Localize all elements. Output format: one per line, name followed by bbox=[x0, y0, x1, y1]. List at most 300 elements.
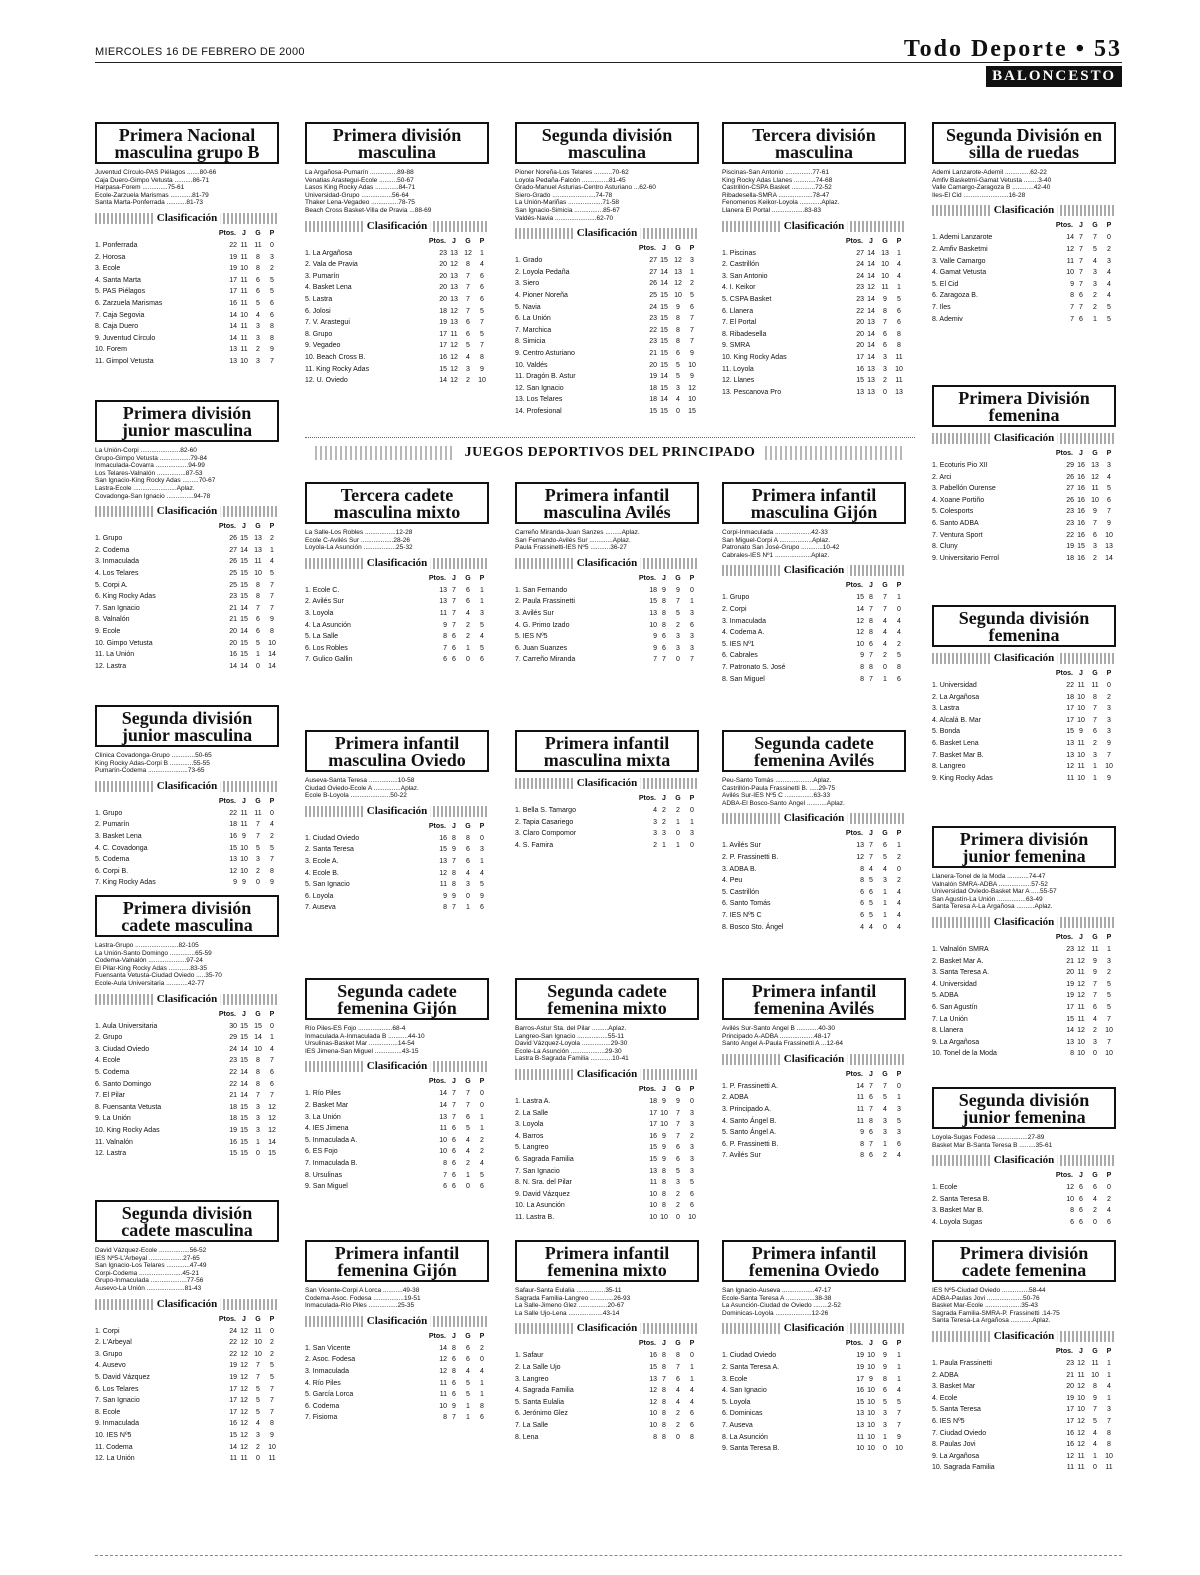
column-header: G bbox=[1092, 670, 1098, 677]
standings-panel-p5 bbox=[932, 122, 1116, 325]
stat-cell: 15 bbox=[660, 303, 668, 311]
result-line: Amfiv Basketmi-Gamat Vetusta ........3-40 bbox=[932, 176, 1052, 184]
stat-cell: 22 bbox=[229, 1339, 237, 1347]
stat-cell: 4 bbox=[897, 629, 901, 637]
column-header: J bbox=[662, 1085, 666, 1093]
stat-cell: 24 bbox=[229, 1045, 237, 1053]
standings-panel-p16 bbox=[305, 978, 489, 1193]
result-line: San Agustín-La Unión ................63-49 bbox=[932, 895, 1043, 903]
classification-header bbox=[932, 653, 1116, 664]
table-row bbox=[722, 887, 906, 899]
stat-cell: 8 bbox=[662, 1398, 666, 1406]
result-line: Pioner Noreña-Los Telares ..........70-62 bbox=[515, 169, 629, 176]
team-name: 6. Los Robles bbox=[305, 644, 348, 652]
table-row bbox=[932, 738, 1116, 750]
stat-cell: 5 bbox=[1107, 980, 1111, 988]
table-row bbox=[95, 252, 279, 264]
panel-title: Tercera división masculina bbox=[722, 122, 906, 164]
stat-cell: 13 bbox=[1066, 739, 1074, 747]
team-name: 6. San Agustín bbox=[932, 1003, 978, 1011]
stat-cell: 15 bbox=[268, 1150, 276, 1158]
result-line: Grupo-Gimpo Vetusta .................79-84 bbox=[95, 454, 207, 462]
stat-cell: 8 bbox=[256, 265, 260, 273]
stat-cell: 5 bbox=[883, 1398, 887, 1406]
standings-panel-p20 bbox=[515, 1240, 699, 1443]
stat-cell: 20 bbox=[229, 639, 237, 647]
stat-cell: 8 bbox=[256, 1080, 260, 1088]
stat-cell: 7 bbox=[1107, 1417, 1111, 1425]
team-name: 3. Inmaculada bbox=[305, 1367, 349, 1375]
stat-cell: 1 bbox=[466, 1402, 470, 1410]
stat-cell: 16 bbox=[856, 1387, 864, 1395]
team-name: 3. Basket Mar bbox=[932, 1383, 976, 1391]
column-header bbox=[722, 828, 845, 840]
result-line: Clinica Covadonga-Grupo .............50-65 bbox=[95, 752, 212, 759]
stat-cell: 11 bbox=[1091, 485, 1099, 493]
classification-label: Clasificación bbox=[781, 812, 848, 824]
standings-panel-p24 bbox=[932, 826, 1116, 1060]
stat-cell: 0 bbox=[256, 1150, 260, 1158]
stat-cell: 16 bbox=[649, 1132, 657, 1140]
stat-cell: 7 bbox=[466, 307, 470, 315]
team-name: 2. Santa Teresa bbox=[305, 846, 354, 854]
table-row bbox=[305, 1181, 489, 1193]
stat-cell: 11 bbox=[240, 299, 248, 307]
stat-cell: 18 bbox=[229, 1103, 237, 1111]
stat-cell: 7 bbox=[452, 904, 456, 912]
stat-cell: 12 bbox=[1091, 473, 1099, 481]
stat-cell: 8 bbox=[676, 338, 680, 346]
stat-cell: 17 bbox=[229, 276, 237, 284]
classification-label: Clasificación bbox=[574, 1068, 641, 1080]
table-row bbox=[722, 1397, 906, 1409]
stat-cell: 14 bbox=[660, 280, 668, 288]
table-row bbox=[305, 596, 489, 608]
standings-panel-p14 bbox=[515, 730, 699, 851]
result-line: Valle Camargo-Zaragoza B ............42-40 bbox=[932, 184, 1051, 192]
stat-cell: 15 bbox=[240, 1115, 248, 1123]
stat-cell: 6 bbox=[897, 307, 901, 315]
team-name: 7. Fisioma bbox=[305, 1414, 338, 1422]
stat-cell: 25 bbox=[649, 291, 657, 299]
stat-cell: 12 bbox=[1077, 1429, 1085, 1437]
stat-cell: 5 bbox=[480, 644, 484, 652]
stat-cell: 15 bbox=[240, 1126, 248, 1134]
team-name: 7. Inmaculada B. bbox=[305, 1159, 358, 1167]
stat-cell: 23 bbox=[1066, 519, 1074, 527]
result-line: Caja Duero-Gimpo Vetusta ..........86-71 bbox=[95, 176, 210, 184]
stat-cell: 26 bbox=[229, 535, 237, 543]
stat-cell: 9 bbox=[690, 349, 694, 357]
stat-cell: 14 bbox=[660, 268, 668, 276]
team-name: 3. Basket Mar B. bbox=[932, 1207, 984, 1215]
stat-cell: 0 bbox=[690, 841, 694, 849]
stat-cell: 15 bbox=[660, 338, 668, 346]
stat-cell: 5 bbox=[256, 1408, 260, 1416]
stat-cell: 22 bbox=[229, 1080, 237, 1088]
table-row bbox=[95, 819, 279, 831]
team-name: 2. Tapia Casariego bbox=[515, 818, 574, 826]
column-header: P bbox=[269, 797, 275, 805]
stat-cell: 15 bbox=[649, 1144, 657, 1152]
team-name: 1. Ciudad Oviedo bbox=[305, 834, 360, 842]
result-line: Dominicas-Loyola ....................12-26 bbox=[722, 1309, 829, 1317]
stat-cell: 7 bbox=[1079, 280, 1083, 288]
classification-label: Clasificación bbox=[364, 1060, 431, 1072]
standings-table bbox=[932, 668, 1116, 784]
stat-cell: 15 bbox=[240, 1034, 248, 1042]
team-name: 8. Ademiv bbox=[932, 315, 963, 323]
stat-cell: 8 bbox=[883, 307, 887, 315]
stat-cell: 4 bbox=[883, 629, 887, 637]
table-row bbox=[305, 902, 489, 914]
table-row bbox=[515, 1108, 699, 1120]
result-line: San Vicente-Corpi A Lorca ...........49-38 bbox=[305, 1287, 420, 1294]
stat-cell: 21 bbox=[1066, 957, 1074, 965]
stat-cell: 6 bbox=[466, 846, 470, 854]
stat-cell: 8 bbox=[1070, 292, 1074, 300]
column-header: G bbox=[882, 237, 888, 245]
column-header: Ptos. bbox=[428, 237, 446, 245]
stat-cell: 7 bbox=[869, 1140, 873, 1148]
stat-cell: 12 bbox=[674, 257, 682, 265]
stat-cell: 1 bbox=[466, 904, 470, 912]
result-line: Avilés Sur-IES Nº5 C ................63-33 bbox=[722, 792, 831, 800]
stat-cell: 7 bbox=[1107, 751, 1111, 759]
stat-cell: 15 bbox=[240, 581, 248, 589]
table-row bbox=[95, 580, 279, 592]
result-line: Universidad-Grupo .................56-64 bbox=[305, 191, 409, 199]
stat-cell: 18 bbox=[649, 1097, 657, 1105]
column-header: J bbox=[1079, 222, 1083, 230]
column-header: Ptos. bbox=[845, 237, 863, 245]
column-header: P bbox=[1106, 222, 1112, 230]
stat-cell: 10 bbox=[856, 1445, 864, 1453]
table-row bbox=[95, 1079, 279, 1091]
stat-cell: 4 bbox=[1093, 1015, 1097, 1023]
team-name: 9. Inmaculada bbox=[95, 1420, 139, 1428]
result-line: San Ignacio-Los Telares .............47-49 bbox=[95, 1262, 207, 1270]
team-name: 4. Santo Ángel B. bbox=[722, 1117, 777, 1125]
stat-cell: 5 bbox=[869, 911, 873, 919]
standings-panel-p23 bbox=[932, 605, 1116, 784]
team-name: 3. Ecole bbox=[95, 265, 121, 273]
table-row bbox=[515, 1408, 699, 1420]
stat-cell: 14 bbox=[439, 1344, 447, 1352]
standings-table bbox=[515, 793, 699, 851]
stat-cell: 13 bbox=[450, 249, 458, 257]
stat-cell: 10 bbox=[660, 1121, 668, 1129]
stat-cell: 12 bbox=[268, 1126, 276, 1134]
table-row bbox=[722, 1350, 906, 1362]
stat-cell: 14 bbox=[1066, 234, 1074, 242]
stat-cell: 8 bbox=[869, 617, 873, 625]
stat-cell: 10 bbox=[1077, 1394, 1085, 1402]
team-name: 10. Sagrada Familia bbox=[932, 1464, 995, 1472]
team-name: 2. Loyola Pedaña bbox=[515, 268, 570, 276]
team-name: 1. Valnalón SMRA bbox=[932, 945, 989, 953]
stat-cell: 8 bbox=[653, 1433, 657, 1441]
stat-cell: 1 bbox=[480, 598, 484, 606]
column-header bbox=[932, 448, 1055, 460]
stat-cell: 0 bbox=[270, 1022, 274, 1030]
stat-cell: 5 bbox=[676, 373, 680, 381]
stat-cell: 11 bbox=[439, 881, 447, 889]
stat-cell: 6 bbox=[869, 1152, 873, 1160]
result-line: La Argañosa-Pumarín ...............89-88 bbox=[305, 169, 414, 176]
stat-cell: 12 bbox=[439, 869, 447, 877]
stat-cell: 12 bbox=[1077, 1417, 1085, 1425]
team-name: 1. Ponferrada bbox=[95, 241, 138, 249]
stat-cell: 6 bbox=[1079, 1195, 1083, 1203]
stat-cell: 2 bbox=[480, 1136, 484, 1144]
stat-cell: 7 bbox=[897, 1421, 901, 1429]
team-name: 3. Pumarín bbox=[305, 272, 340, 280]
result-line: La Unión-Corpi ......................82-60 bbox=[95, 447, 197, 454]
stat-cell: 7 bbox=[443, 1171, 447, 1179]
stat-cell: 9 bbox=[1107, 739, 1111, 747]
team-name: 2. Basket Mar bbox=[305, 1101, 349, 1109]
stat-cell: 7 bbox=[690, 656, 694, 664]
stat-cell: 15 bbox=[856, 377, 864, 385]
stat-cell: 5 bbox=[480, 881, 484, 889]
result-line: Piscinas-San Antonio ...............77-61 bbox=[722, 169, 829, 176]
table-row bbox=[305, 1412, 489, 1424]
standings-table bbox=[515, 1338, 699, 1443]
stat-cell: 1 bbox=[897, 1094, 901, 1102]
stat-cell: 9 bbox=[1093, 957, 1097, 965]
stat-cell: 6 bbox=[1107, 496, 1111, 504]
stat-cell: 11 bbox=[240, 276, 248, 284]
results-list bbox=[515, 529, 699, 552]
result-line: Principado A-ADBA ...................48-17 bbox=[722, 1032, 831, 1040]
stat-cell: 10 bbox=[439, 1136, 447, 1144]
classification-label: Clasificación bbox=[574, 1322, 641, 1334]
stat-cell: 3 bbox=[1107, 705, 1111, 713]
stat-cell: 11 bbox=[240, 323, 248, 331]
stat-cell: 11 bbox=[254, 558, 262, 566]
table-row bbox=[95, 1137, 279, 1149]
stat-cell: 7 bbox=[869, 853, 873, 861]
stat-cell: 3 bbox=[690, 830, 694, 838]
stat-cell: 20 bbox=[439, 284, 447, 292]
results-list bbox=[305, 1287, 489, 1310]
stat-cell: 12 bbox=[649, 1398, 657, 1406]
team-name: 1. Ecole C. bbox=[305, 586, 340, 594]
stat-cell: 6 bbox=[480, 656, 484, 664]
table-row bbox=[95, 614, 279, 626]
stat-cell: 1 bbox=[883, 888, 887, 896]
result-line: Ecole-Aula Universitaria ............42-77 bbox=[95, 979, 205, 987]
team-name: 8. Valnalón bbox=[95, 616, 130, 624]
team-name: 4. Ecole B. bbox=[305, 869, 339, 877]
team-name: 11. Loyola bbox=[722, 365, 754, 373]
classification-header bbox=[932, 917, 1116, 928]
result-line: La Salle Ujo-Lena ...................43-14 bbox=[515, 1309, 620, 1317]
standings-panel-p8 bbox=[95, 895, 279, 1160]
stat-cell: 0 bbox=[466, 892, 470, 900]
stat-cell: 8 bbox=[860, 877, 864, 885]
stat-cell: 1 bbox=[480, 249, 484, 257]
stat-cell: 6 bbox=[452, 1159, 456, 1167]
team-name: 3. Claro Compomor bbox=[515, 830, 577, 838]
stat-cell: 22 bbox=[229, 1350, 237, 1358]
stat-cell: 25 bbox=[229, 569, 237, 577]
stat-cell: 2 bbox=[270, 1350, 274, 1358]
standings-table bbox=[95, 1314, 279, 1465]
stat-cell: 6 bbox=[690, 1410, 694, 1418]
stat-cell: 14 bbox=[439, 1090, 447, 1098]
result-line: Codema-Valnalón .....................97-24 bbox=[95, 957, 203, 965]
stat-cell: 20 bbox=[856, 330, 864, 338]
table-row bbox=[95, 1326, 279, 1338]
stat-cell: 11 bbox=[240, 288, 248, 296]
stat-cell: 0 bbox=[466, 656, 470, 664]
team-name: 3. Santa Teresa A. bbox=[932, 969, 990, 977]
stat-cell: 0 bbox=[270, 1327, 274, 1335]
result-line: Los Telares-Valnalón ................87-53 bbox=[95, 469, 203, 477]
panel-title: Segunda división masculina bbox=[515, 122, 699, 164]
stat-cell: 11 bbox=[240, 334, 248, 342]
table-row bbox=[305, 1112, 489, 1124]
table-row bbox=[722, 1432, 906, 1444]
stat-cell: 13 bbox=[439, 586, 447, 594]
stat-cell: 7 bbox=[897, 1410, 901, 1418]
stat-cell: 2 bbox=[1107, 1195, 1111, 1203]
table-row bbox=[95, 1372, 279, 1384]
stat-cell: 3 bbox=[270, 253, 274, 261]
classification-label: Clasificación bbox=[991, 204, 1058, 216]
team-name: 13. Pescanova Pro bbox=[722, 388, 782, 396]
stat-cell: 17 bbox=[1066, 705, 1074, 713]
standings-table bbox=[722, 236, 906, 399]
stat-cell: 23 bbox=[1066, 945, 1074, 953]
stat-cell: 12 bbox=[1077, 1027, 1085, 1035]
stat-cell: 4 bbox=[466, 1148, 470, 1156]
team-name: 10. La Asunción bbox=[515, 1202, 565, 1210]
team-name: 5. Santa Eulalia bbox=[515, 1398, 565, 1406]
panel-title: Primera división cadete femenina bbox=[932, 1240, 1116, 1282]
stat-cell: 8 bbox=[897, 330, 901, 338]
stat-cell: 1 bbox=[883, 1433, 887, 1441]
stat-cell: 9 bbox=[1070, 280, 1074, 288]
team-name: 1. Universidad bbox=[932, 682, 977, 689]
table-row bbox=[722, 259, 906, 271]
result-line: IES Jimena-San Miguel ...............43-15 bbox=[305, 1047, 419, 1055]
stat-cell: 7 bbox=[270, 593, 274, 601]
stat-cell: 1 bbox=[690, 1375, 694, 1383]
column-header: G bbox=[1092, 1347, 1098, 1355]
stat-cell: 27 bbox=[229, 546, 237, 554]
stat-cell: 3 bbox=[690, 1121, 694, 1129]
stat-cell: 24 bbox=[856, 272, 864, 280]
stat-cell: 7 bbox=[256, 832, 260, 840]
column-header: J bbox=[869, 237, 873, 245]
table-row bbox=[932, 1358, 1116, 1370]
stat-cell: 13 bbox=[1105, 543, 1113, 551]
column-header: Ptos. bbox=[218, 229, 236, 237]
stat-cell: 14 bbox=[229, 1443, 237, 1451]
classification-header bbox=[95, 506, 279, 517]
results-list bbox=[515, 1025, 699, 1063]
stat-cell: 4 bbox=[690, 1398, 694, 1406]
result-line: San Ignacio-Simicia ................85-67 bbox=[515, 206, 620, 214]
team-name: 4. Peu bbox=[722, 877, 743, 885]
results-list bbox=[305, 1025, 489, 1055]
column-header: Ptos. bbox=[1055, 222, 1073, 230]
stat-cell: 5 bbox=[883, 1094, 887, 1102]
stat-cell: 7 bbox=[1079, 257, 1083, 265]
classification-header bbox=[95, 213, 279, 224]
table-row bbox=[95, 1055, 279, 1067]
column-header: P bbox=[1106, 1172, 1112, 1180]
classification-header bbox=[305, 1316, 489, 1327]
table-row bbox=[515, 1142, 699, 1154]
standings-table bbox=[305, 1076, 489, 1192]
table-row bbox=[95, 344, 279, 356]
stat-cell: 10 bbox=[688, 361, 696, 369]
stat-cell: 3 bbox=[662, 830, 666, 838]
stat-cell: 4 bbox=[1107, 292, 1111, 300]
stat-cell: 10 bbox=[881, 261, 889, 269]
team-name: 8. Fuensanta Vetusta bbox=[95, 1103, 162, 1111]
stat-cell: 13 bbox=[450, 284, 458, 292]
stat-cell: 4 bbox=[869, 923, 873, 931]
column-header: J bbox=[1079, 933, 1083, 941]
stat-cell: 6 bbox=[466, 1113, 470, 1121]
stat-cell: 12 bbox=[439, 1367, 447, 1375]
stat-cell: 12 bbox=[1066, 245, 1074, 253]
table-row bbox=[515, 840, 699, 852]
stat-cell: 6 bbox=[690, 1202, 694, 1210]
table-row bbox=[932, 267, 1116, 279]
stat-cell: 6 bbox=[480, 1414, 484, 1422]
stat-cell: 7 bbox=[662, 1375, 666, 1383]
team-name: 7. Ventura Sport bbox=[932, 531, 983, 539]
stat-cell: 5 bbox=[270, 1373, 274, 1381]
stat-cell: 12 bbox=[240, 1397, 248, 1405]
team-name: 3. Avilés Sur bbox=[515, 609, 554, 617]
standings-table bbox=[95, 228, 279, 368]
stat-cell: 4 bbox=[270, 558, 274, 566]
stat-cell: 2 bbox=[480, 1148, 484, 1156]
stat-cell: 10 bbox=[649, 621, 657, 629]
result-line: Lastra B-Sagrada Familia ............10-41 bbox=[515, 1055, 629, 1063]
table-row bbox=[932, 1439, 1116, 1451]
column-header: J bbox=[452, 574, 456, 582]
stat-cell: 13 bbox=[649, 1167, 657, 1175]
stat-cell: 3 bbox=[676, 644, 680, 652]
column-header: G bbox=[465, 1332, 471, 1340]
stat-cell: 1 bbox=[466, 644, 470, 652]
column-header bbox=[722, 236, 845, 248]
table-row bbox=[95, 545, 279, 557]
team-name: 7. Auseva bbox=[722, 1421, 753, 1429]
stat-cell: 7 bbox=[256, 1362, 260, 1370]
standings-table bbox=[95, 796, 279, 889]
stat-cell: 7 bbox=[466, 284, 470, 292]
result-line: Inmaculada A-Inmaculada B ...........44-10 bbox=[305, 1032, 425, 1040]
results-list bbox=[95, 447, 279, 500]
stat-cell: 5 bbox=[883, 853, 887, 861]
result-line: El Pilar-King Rocky Adas ............83-35 bbox=[95, 964, 207, 972]
stat-cell: 1 bbox=[897, 842, 901, 850]
column-header: J bbox=[1079, 1172, 1083, 1180]
result-line: Avilés Sur-Santo Ángel B ............40-30 bbox=[722, 1025, 835, 1032]
stat-cell: 5 bbox=[256, 639, 260, 647]
stat-cell: 15 bbox=[439, 846, 447, 854]
stat-cell: 3 bbox=[480, 609, 484, 617]
